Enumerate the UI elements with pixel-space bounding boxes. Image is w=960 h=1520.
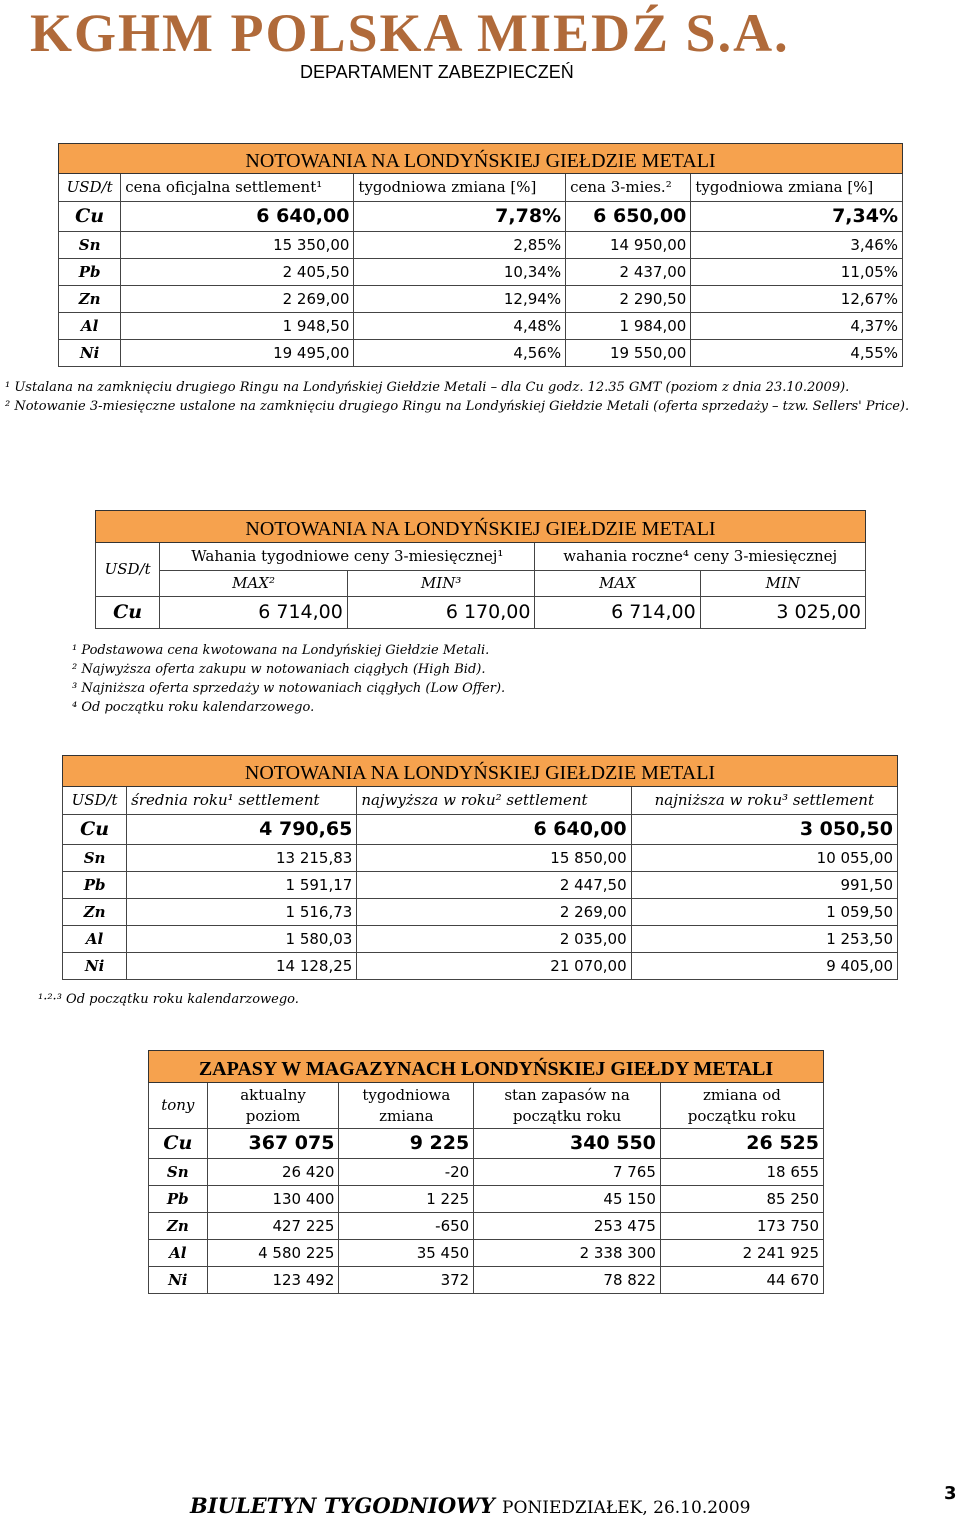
table-cell: 1 948,50 — [121, 313, 354, 340]
table-cell: 1 253,50 — [631, 926, 897, 953]
table-cell: 4,56% — [354, 340, 566, 367]
metal-symbol: Ni — [59, 340, 121, 367]
table-cell: 9 405,00 — [631, 953, 897, 980]
column-header: najniższa w roku³ settlement — [631, 787, 897, 815]
table-cell: -20 — [339, 1159, 474, 1186]
metal-symbol: Pb — [59, 259, 121, 286]
column-header: najwyższa w roku² settlement — [357, 787, 631, 815]
table-cell: 2 269,00 — [357, 899, 631, 926]
metal-symbol: Cu — [59, 202, 121, 232]
metal-symbol: Zn — [149, 1213, 208, 1240]
metal-symbol: Pb — [149, 1186, 208, 1213]
table-cell: 2 269,00 — [121, 286, 354, 313]
table-cell: 19 550,00 — [566, 340, 691, 367]
metal-symbol: Pb — [63, 872, 127, 899]
sub-header: MAX² — [160, 571, 348, 597]
column-header: zmiana od początku roku — [660, 1083, 823, 1129]
price-range-table — [95, 510, 866, 629]
company-logo: KGHM POLSKA MIEDŹ S.A. — [30, 3, 790, 63]
column-header: cena oficjalna settlement¹ — [121, 174, 354, 202]
footnote: ² Notowanie 3-miesięczne ustalone na zamknięciu drugiego Ringu na Londyńskiej Giełdzie Metali (oferta sprzedaży – tzw. Sellers' Price). — [5, 399, 910, 414]
table-cell: 173 750 — [660, 1213, 823, 1240]
column-header: aktualny poziom — [207, 1083, 339, 1129]
sub-header: MAX — [535, 571, 700, 597]
table-cell: 2 290,50 — [566, 286, 691, 313]
column-header: tygodniowa zmiana — [339, 1083, 474, 1129]
table-cell: 4,55% — [691, 340, 903, 367]
table-cell: 6 640,00 — [121, 202, 354, 232]
metal-symbol: Ni — [149, 1267, 208, 1294]
table-cell: 18 655 — [660, 1159, 823, 1186]
footnote: ² Najwyższa oferta zakupu w notowaniach ciągłych (High Bid). — [72, 662, 486, 677]
table-cell: 4 580 225 — [207, 1240, 339, 1267]
yearly-prices-table — [62, 755, 898, 980]
table-cell: 367 075 — [207, 1129, 339, 1159]
table-title: NOTOWANIA NA LONDYŃSKIEJ GIEŁDZIE METALI — [59, 144, 903, 174]
table-cell: 991,50 — [631, 872, 897, 899]
table-cell: 372 — [339, 1267, 474, 1294]
column-header: tygodniowa zmiana [%] — [354, 174, 566, 202]
table-cell: 6 640,00 — [357, 815, 631, 845]
table-cell: 2 241 925 — [660, 1240, 823, 1267]
table-cell: 12,67% — [691, 286, 903, 313]
table-cell: 3,46% — [691, 232, 903, 259]
table-cell: 2 437,00 — [566, 259, 691, 286]
table-cell: 130 400 — [207, 1186, 339, 1213]
table-cell: 45 150 — [474, 1186, 661, 1213]
table-cell: 427 225 — [207, 1213, 339, 1240]
table-cell: 6 650,00 — [566, 202, 691, 232]
table-cell: 10 055,00 — [631, 845, 897, 872]
table-cell: 4 790,65 — [127, 815, 357, 845]
page-number: 3 — [944, 1483, 957, 1504]
table-cell: 15 850,00 — [357, 845, 631, 872]
metal-symbol: Al — [149, 1240, 208, 1267]
table-cell: 10,34% — [354, 259, 566, 286]
table-cell: 12,94% — [354, 286, 566, 313]
table-cell: 13 215,83 — [127, 845, 357, 872]
metal-symbol: Cu — [63, 815, 127, 845]
table-cell: 1 591,17 — [127, 872, 357, 899]
table-cell: 14 950,00 — [566, 232, 691, 259]
footnote: ¹ Podstawowa cena kwotowana na Londyńskiej Giełdzie Metali. — [72, 643, 490, 658]
unit-header: USD/t — [59, 174, 121, 202]
footnote: ¹·²·³ Od początku roku kalendarzowego. — [38, 992, 299, 1007]
table-cell: 44 670 — [660, 1267, 823, 1294]
table-cell: 1 059,50 — [631, 899, 897, 926]
table-cell: 7,78% — [354, 202, 566, 232]
metal-symbol: Sn — [59, 232, 121, 259]
bulletin-date: PONIEDZIAŁEK, 26.10.2009 — [502, 1498, 751, 1518]
warehouse-stocks-table — [148, 1050, 824, 1294]
table-cell: 4,37% — [691, 313, 903, 340]
table-cell: 1 984,00 — [566, 313, 691, 340]
footnote: ¹ Ustalana na zamknięciu drugiego Ringu na Londyńskiej Giełdzie Metali – dla Cu godz. 12.35 GMT (poziom z dnia 23.10.2009). — [5, 380, 850, 395]
table-cell: 26 525 — [660, 1129, 823, 1159]
table-cell: 7,34% — [691, 202, 903, 232]
table-cell: 2 405,50 — [121, 259, 354, 286]
table-title: ZAPASY W MAGAZYNACH LONDYŃSKIEJ GIEŁDY METALI — [149, 1051, 824, 1083]
metal-symbol: Sn — [63, 845, 127, 872]
sub-header: MIN — [700, 571, 865, 597]
column-header: średnia roku¹ settlement — [127, 787, 357, 815]
table-cell: 78 822 — [474, 1267, 661, 1294]
table-cell: 4,48% — [354, 313, 566, 340]
group-header: Wahania tygodniowe ceny 3-miesięcznej¹ — [160, 543, 535, 571]
column-header: stan zapasów na początku roku — [474, 1083, 661, 1129]
column-header: cena 3-mies.² — [566, 174, 691, 202]
table-cell: 1 225 — [339, 1186, 474, 1213]
metal-symbol: Cu — [96, 597, 160, 629]
table-cell: 85 250 — [660, 1186, 823, 1213]
footnote: ⁴ Od początku roku kalendarzowego. — [72, 700, 315, 715]
table-cell: 7 765 — [474, 1159, 661, 1186]
table-cell: 3 025,00 — [700, 597, 865, 629]
table-cell: 1 580,03 — [127, 926, 357, 953]
table-title: NOTOWANIA NA LONDYŃSKIEJ GIEŁDZIE METALI — [96, 511, 866, 543]
table-cell: -650 — [339, 1213, 474, 1240]
metal-symbol: Sn — [149, 1159, 208, 1186]
table-cell: 6 714,00 — [535, 597, 700, 629]
column-header: tygodniowa zmiana [%] — [691, 174, 903, 202]
metal-symbol: Ni — [63, 953, 127, 980]
table-cell: 21 070,00 — [357, 953, 631, 980]
table-cell: 340 550 — [474, 1129, 661, 1159]
table-cell: 3 050,50 — [631, 815, 897, 845]
table-title: NOTOWANIA NA LONDYŃSKIEJ GIEŁDZIE METALI — [63, 756, 898, 787]
table-cell: 1 516,73 — [127, 899, 357, 926]
table-cell: 14 128,25 — [127, 953, 357, 980]
metal-symbol: Zn — [59, 286, 121, 313]
department-title: DEPARTAMENT ZABEZPIECZEŃ — [300, 62, 574, 82]
lme-prices-table — [58, 143, 903, 367]
unit-header: tony — [149, 1083, 208, 1129]
table-cell: 15 350,00 — [121, 232, 354, 259]
unit-header: USD/t — [96, 543, 160, 597]
table-cell: 253 475 — [474, 1213, 661, 1240]
metal-symbol: Al — [59, 313, 121, 340]
unit-header: USD/t — [63, 787, 127, 815]
table-cell: 2 447,50 — [357, 872, 631, 899]
group-header: wahania roczne⁴ ceny 3-miesięcznej — [535, 543, 866, 571]
metal-symbol: Cu — [149, 1129, 208, 1159]
metal-symbol: Zn — [63, 899, 127, 926]
table-cell: 9 225 — [339, 1129, 474, 1159]
footnote: ³ Najniższa oferta sprzedaży w notowaniach ciągłych (Low Offer). — [72, 681, 506, 696]
table-cell: 6 170,00 — [347, 597, 535, 629]
table-cell: 2 035,00 — [357, 926, 631, 953]
table-cell: 123 492 — [207, 1267, 339, 1294]
table-cell: 2,85% — [354, 232, 566, 259]
table-cell: 19 495,00 — [121, 340, 354, 367]
table-cell: 11,05% — [691, 259, 903, 286]
table-cell: 2 338 300 — [474, 1240, 661, 1267]
sub-header: MIN³ — [347, 571, 535, 597]
table-cell: 35 450 — [339, 1240, 474, 1267]
metal-symbol: Al — [63, 926, 127, 953]
bulletin-title: BIULETYN TYGODNIOWY — [190, 1493, 495, 1518]
table-cell: 6 714,00 — [160, 597, 348, 629]
bulletin-footer — [190, 1493, 750, 1518]
table-cell: 26 420 — [207, 1159, 339, 1186]
